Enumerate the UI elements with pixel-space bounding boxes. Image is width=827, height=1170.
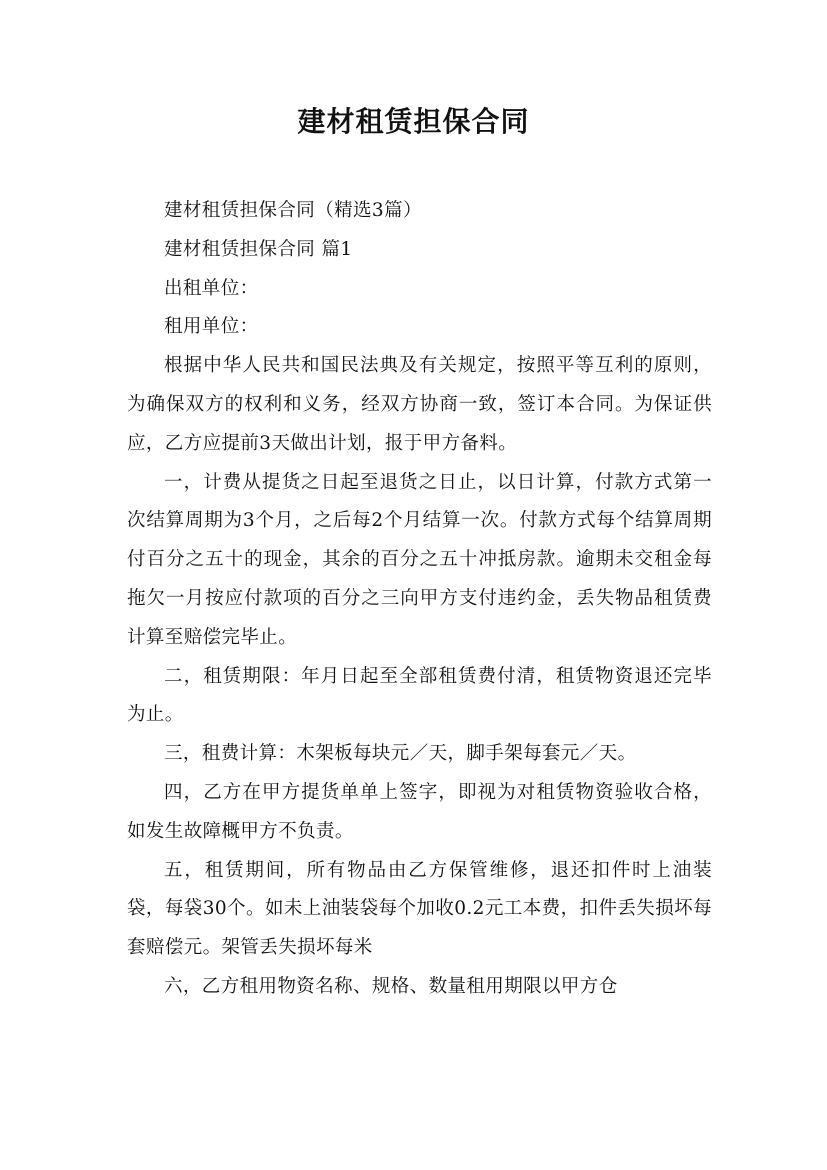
clause-1: 一，计费从提货之日起至退货之日止，以日计算，付款方式第一次结算周期为3个月，之后每2个月结算一次。付款方式每个结算周期付百分之五十的现金，其余的百分之五十冲抵房款。逾期未交租金每拖欠一月按应付款项的百分之三向甲方支付违约金，丢失物品租赁费计算至赔偿完毕止。	[127, 471, 712, 648]
document-title: 建材租赁担保合同	[297, 105, 530, 138]
clause-6: 六，乙方租用物资名称、规格、数量租用期限以甲方仓	[164, 975, 618, 997]
preamble-paragraph: 根据中华人民共和国民法典及有关规定，按照平等互利的原则，为确保双方的权利和义务，经双方协商一致，签订本合同。为保证供应，乙方应提前3天做出计划，报于甲方备料。	[127, 355, 712, 454]
lessee-field: 租用单位：	[164, 316, 259, 338]
clause-2: 二，租赁期限：年月日起至全部租赁费付清，租赁物资退还完毕为止。	[127, 665, 712, 726]
subtitle-line: 建材租赁担保合同（精选3篇）	[164, 200, 422, 221]
document-body	[127, 192, 712, 1007]
clause-4: 四，乙方在甲方提货单单上签字，即视为对租赁物资验收合格，如发生故障概甲方不负责。	[127, 781, 712, 842]
section-heading: 建材租赁担保合同 篇1	[164, 238, 353, 260]
clause-5: 五，租赁期间，所有物品由乙方保管维修，退还扣件时上油装袋，每袋30个。如未上油装袋每个加收0.2元工本费，扣件丢失损坏每套赔偿元。架管丢失损坏每米	[127, 859, 712, 959]
lessor-field: 出租单位：	[164, 277, 259, 299]
clause-3: 三，租费计算：木架板每块元／天，脚手架每套元／天。	[164, 743, 637, 765]
